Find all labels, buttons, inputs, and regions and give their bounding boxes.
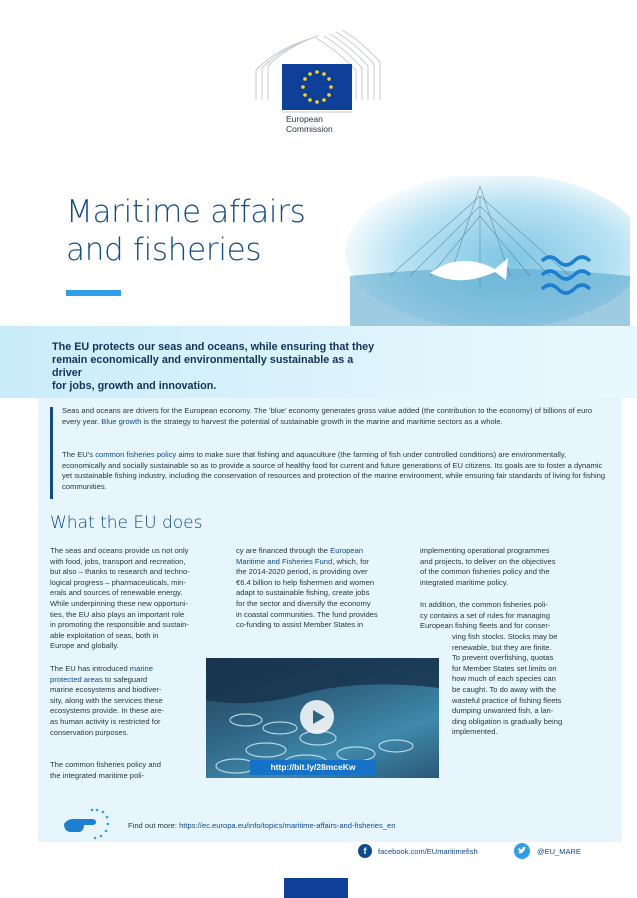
text-line: for Member States set limits on: [452, 663, 557, 673]
fishing-hero-illustration: [330, 176, 630, 326]
text-line: sity, along with the services these: [50, 695, 163, 705]
text-line: integrated maritime policy.: [420, 577, 509, 587]
para1-text-end: is the strategy to harvest the potential of sustainable growth in the marine and maritime sectors as a whole.: [141, 416, 503, 426]
mpa-link[interactable]: marine: [129, 664, 153, 673]
text-line: dumping unwanted fish, a lan-: [452, 706, 554, 716]
text-line: logical progress – pharmaceuticals, min-: [50, 577, 186, 587]
quote-bar: [50, 407, 53, 499]
text-line: able exploitation of seas, both in: [50, 630, 159, 640]
text-line: but also – thanks to research and techno-: [50, 567, 190, 577]
text-line: cy contains a set of rules for managing: [420, 610, 551, 620]
logo-line-1: European: [286, 114, 323, 124]
text-line: ding obligation is gradually being: [452, 716, 563, 726]
text-line: adapt to sustainable fishing, create jobs: [236, 588, 370, 598]
text-line: The common fisheries policy and: [50, 760, 162, 769]
section-heading: What the EU does: [50, 513, 203, 533]
find-more-link[interactable]: https://ec.europa.eu/info/topics/maritime-affairs-and-fisheries_en: [179, 821, 396, 830]
intro-line-2: remain economically and environmentally sustainable as a driver: [52, 354, 354, 379]
text-span: to safeguard: [102, 674, 148, 684]
text-line: The seas and oceans provide us not only: [50, 546, 189, 555]
text-line: In addition, the common fisheries poli-: [420, 600, 548, 609]
text-line: European fishing fleets and for conser-: [420, 621, 551, 631]
text-line: [50, 664, 210, 675]
text-line: To prevent overfishing, quotas: [452, 653, 554, 663]
find-out-more: [128, 821, 395, 830]
text-line: marine ecosystems and biodiver-: [50, 685, 162, 695]
text-line: ecosystems provide. In these are-: [50, 706, 164, 716]
page-title: [66, 193, 366, 269]
text-line: wasteful practice of fishing fleets: [452, 695, 562, 705]
col3-p3: [452, 632, 602, 738]
cfp-link[interactable]: common fisheries policy: [95, 450, 177, 459]
emff-link-cont[interactable]: Maritime and Fisheries Fund: [236, 556, 333, 566]
mpa-link-cont[interactable]: protected areas: [50, 674, 103, 684]
text-line: as human activity is restricted for: [50, 716, 161, 726]
text-line: [50, 675, 210, 686]
col1-p3: [50, 760, 210, 781]
text-line: implementing operational programmes: [420, 546, 550, 555]
text-line: [236, 557, 412, 568]
text-span: cy are financed through the: [236, 546, 331, 555]
footer-block: [284, 878, 348, 898]
text-line: ving fish stocks. Stocks may be: [452, 632, 558, 641]
text-line: implemented.: [452, 727, 498, 737]
intro-statement: [52, 341, 382, 393]
text-line: of the common fisheries policy and the: [420, 567, 550, 577]
intro-line-3: for jobs, growth and innovation.: [52, 380, 217, 392]
ec-logo-text: [286, 114, 333, 134]
text-line: for the sector and diversify the economy: [236, 598, 371, 608]
text-line: be caught. To do away with the: [452, 684, 557, 694]
text-line: in promoting the responsible and sustain-: [50, 620, 189, 630]
paragraph-cfp: [62, 450, 612, 492]
emff-link[interactable]: European: [330, 546, 364, 555]
pointing-hand-icon: [62, 806, 114, 842]
text-line: conservation purposes.: [50, 727, 129, 737]
title-accent-bar: [66, 290, 121, 296]
text-line: and projects, to deliver on the objectives: [420, 556, 556, 566]
text-span: , which, for: [332, 556, 369, 566]
col2-p1: [236, 546, 412, 631]
logo-line-2: Commission: [286, 124, 333, 134]
title-line-1: Maritime affairs: [66, 194, 306, 230]
intro-line-1: The EU protects our seas and oceans, while ensuring that they: [52, 341, 375, 353]
blue-growth-link[interactable]: Blue growth: [101, 416, 142, 426]
text-line: €6.4 billion to help fishermen and women: [236, 577, 375, 587]
title-line-2: and fisheries: [66, 232, 262, 268]
text-line: ties, the EU also plays an important role: [50, 609, 185, 619]
para2-text-end: aims to make sure that fishing and aquaculture (the farming of fish under controlled conditions) are environmentally, economically and socially sustainable so as to provide a source of healthy food for current and future generations of EU citizens. Its goals are to foster a dynamic yet sustainable fishing industry, including the conservation of resources and protection of the marine environment, while ensuring fair standards of living for fishing communities.: [62, 450, 606, 491]
text-span: The EU has introduced: [50, 664, 130, 673]
text-line: erals and sources of renewable energy.: [50, 588, 183, 598]
col3-p1: [420, 546, 600, 588]
col1-p2: [50, 664, 210, 738]
text-line: Europe and globally.: [50, 641, 119, 651]
paragraph-blue-economy: [62, 406, 612, 427]
text-line: renewable, but they are finite.: [452, 642, 552, 652]
facebook-icon[interactable]: f: [358, 844, 372, 858]
para2-text: The EU’s: [62, 450, 96, 459]
find-more-label: Find out more:: [128, 821, 180, 830]
twitter-icon[interactable]: [514, 843, 530, 859]
text-line: the integrated maritime poli-: [50, 770, 145, 780]
text-line: [236, 546, 412, 557]
text-line: While underpinning these new opportuni-: [50, 598, 189, 608]
col3-p2: [420, 600, 600, 632]
video-link[interactable]: http://bit.ly/28mceKw: [250, 760, 376, 775]
para1-text: Seas and oceans are drivers for the European economy. The ‘blue’ economy generates gross value added (the contribution to the economy) of billions of euro every year.: [62, 406, 593, 426]
text-line: with food, jobs, transport and recreation,: [50, 556, 186, 566]
play-button[interactable]: [300, 700, 334, 734]
text-line: the 2014-2020 period, is providing over: [236, 567, 368, 577]
twitter-handle[interactable]: @EU_MARE: [537, 847, 581, 856]
text-line: how much of each species can: [452, 674, 556, 684]
facebook-link[interactable]: facebook.com/EUmaritimefish: [378, 847, 478, 856]
play-icon: [300, 700, 334, 734]
text-line: in coastal communities. The fund provides: [236, 609, 378, 619]
text-line: co-funding to assist Member States in: [236, 620, 364, 630]
col1-p1: [50, 546, 220, 652]
